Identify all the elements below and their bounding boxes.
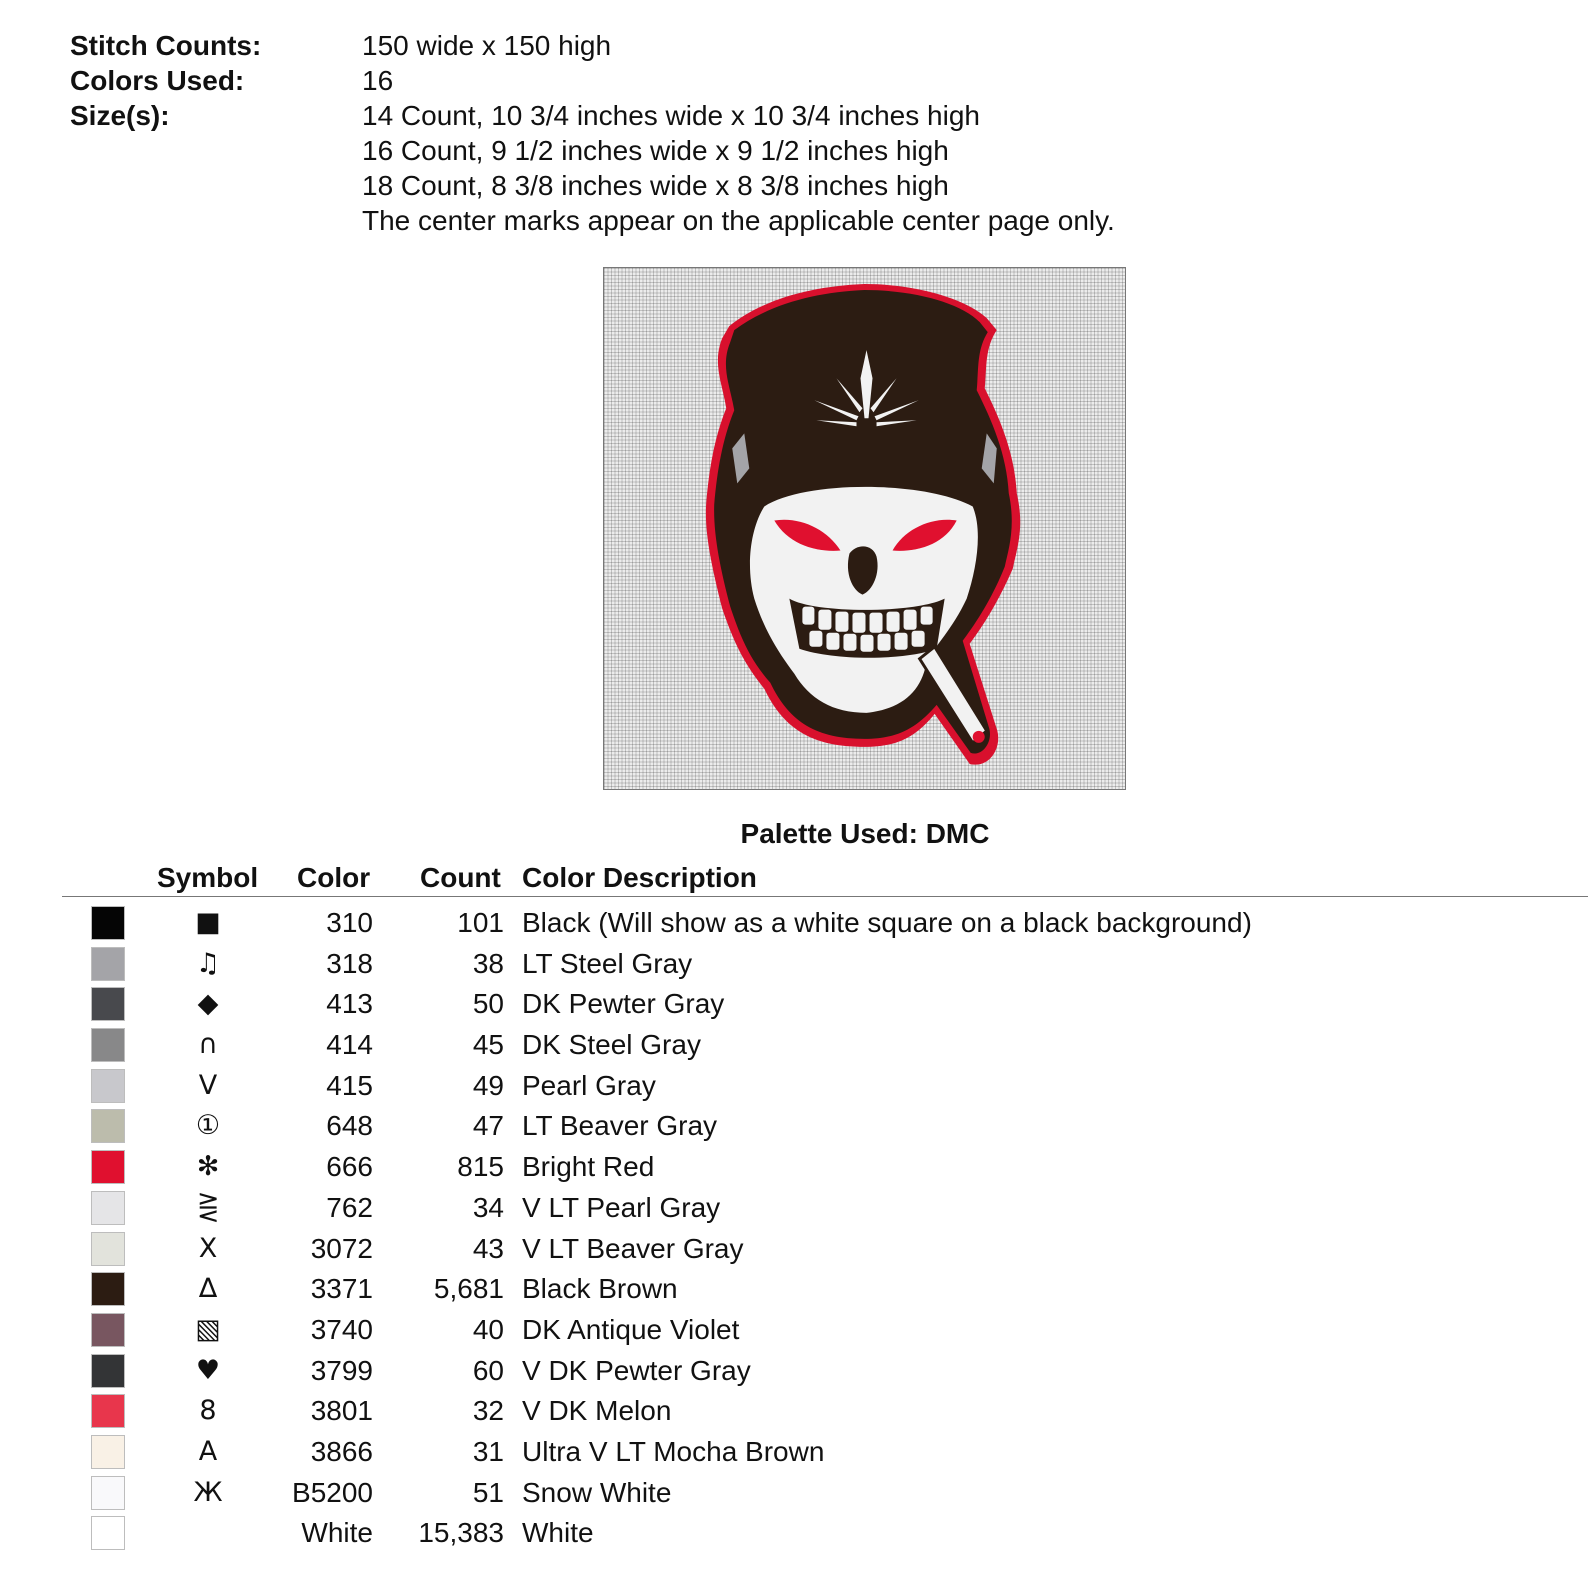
table-row: [0, 1146, 1588, 1187]
color-swatch: [91, 987, 125, 1021]
stitch-count: 45: [472, 1029, 504, 1061]
color-swatch: [91, 1232, 125, 1266]
pattern-info: [70, 28, 1115, 238]
dmc-code: 3799: [310, 1354, 373, 1386]
stitch-symbol: ①: [195, 1110, 221, 1142]
stitch-counts-row: [70, 28, 1115, 63]
size-16-count: 16 Count, 9 1/2 inches wide x 9 1/2 inches high: [362, 135, 949, 166]
color-description: LT Steel Gray: [522, 947, 693, 979]
header-count: Count: [420, 862, 501, 893]
stitch-count: 49: [472, 1069, 504, 1101]
dmc-code: 3740: [310, 1313, 373, 1345]
stitch-counts-value: 150 wide x 150 high: [362, 30, 612, 61]
color-swatch: [91, 1516, 125, 1550]
stitch-count: 40: [472, 1313, 504, 1345]
dmc-code: 3801: [310, 1395, 373, 1427]
stitch-symbol: ♥: [195, 1354, 221, 1386]
stitch-symbol: 8: [199, 1395, 217, 1427]
stitch-symbol: ◆: [197, 988, 219, 1020]
stitch-symbol: Ж: [193, 1476, 223, 1508]
table-row: [0, 983, 1588, 1024]
dmc-code: 3866: [310, 1435, 373, 1467]
stitch-count: 34: [472, 1191, 504, 1223]
dmc-code: 3072: [310, 1232, 373, 1264]
color-swatch: [91, 1069, 125, 1103]
header-symbol: Symbol: [157, 862, 259, 893]
color-description: LT Beaver Gray: [522, 1110, 718, 1142]
color-description: DK Steel Gray: [522, 1029, 701, 1061]
skull-pattern-image: [604, 268, 1125, 789]
palette-table: [0, 902, 1588, 1553]
dmc-code: White: [301, 1517, 373, 1549]
pattern-preview: [603, 267, 1126, 790]
stitch-count: 50: [472, 988, 504, 1020]
color-description: DK Pewter Gray: [522, 988, 725, 1020]
table-row: [0, 902, 1588, 943]
color-swatch: [91, 1394, 125, 1428]
color-description: V DK Pewter Gray: [522, 1354, 751, 1386]
stitch-count: 31: [472, 1435, 504, 1467]
table-row: [0, 1105, 1588, 1146]
stitch-symbol: ♫: [195, 947, 221, 979]
stitch-count: 32: [472, 1395, 504, 1427]
color-swatch: [91, 1354, 125, 1388]
stitch-count: 51: [472, 1476, 504, 1508]
color-description: V LT Pearl Gray: [522, 1191, 721, 1223]
palette-table-header: [0, 858, 1588, 896]
stitch-symbol: ■: [195, 907, 221, 938]
color-description: Pearl Gray: [522, 1069, 656, 1101]
dmc-code: B5200: [292, 1476, 373, 1508]
stitch-count: 815: [457, 1151, 504, 1183]
stitch-symbol: ∆: [198, 1273, 218, 1305]
dmc-code: 648: [326, 1110, 373, 1142]
color-swatch: [91, 1272, 125, 1306]
stitch-symbol: A: [198, 1435, 218, 1467]
table-row: [0, 1512, 1588, 1553]
header-description: Color Description: [522, 862, 757, 893]
table-row: [0, 1431, 1588, 1472]
color-swatch: [91, 1150, 125, 1184]
table-row: [0, 1268, 1588, 1309]
stitch-symbol: ∩: [198, 1029, 218, 1061]
color-description: Ultra V LT Mocha Brown: [522, 1435, 825, 1467]
stitch-symbol: ⋛: [196, 1191, 220, 1223]
stitch-count: 47: [472, 1110, 504, 1142]
color-swatch: [91, 1109, 125, 1143]
size-14-count: 14 Count, 10 3/4 inches wide x 10 3/4 inches high: [362, 100, 980, 131]
color-description: DK Antique Violet: [522, 1313, 740, 1345]
color-description: V LT Beaver Gray: [522, 1232, 744, 1264]
sizes-label: Size(s):: [70, 100, 170, 131]
table-row: [0, 943, 1588, 984]
header-divider: [62, 896, 1588, 897]
color-description: Black (Will show as a white square on a black background): [522, 907, 1252, 938]
color-description: White: [522, 1517, 594, 1549]
table-row: [0, 1187, 1588, 1228]
stitch-symbol: ✻: [196, 1151, 220, 1183]
stitch-counts-label: Stitch Counts:: [70, 30, 262, 61]
colors-used-label: Colors Used:: [70, 65, 245, 96]
table-row: [0, 1309, 1588, 1350]
palette-title: Palette Used: DMC: [740, 818, 990, 849]
dmc-code: 762: [326, 1191, 373, 1223]
stitch-count: 43: [472, 1232, 504, 1264]
color-swatch: [91, 1435, 125, 1469]
color-description: V DK Melon: [522, 1395, 672, 1427]
color-description: Bright Red: [522, 1151, 655, 1183]
color-description: Black Brown: [522, 1273, 678, 1305]
color-swatch: [91, 1028, 125, 1062]
color-swatch: [91, 1191, 125, 1225]
colors-used-value: 16: [362, 65, 394, 96]
dmc-code: 415: [326, 1069, 373, 1101]
dmc-code: 666: [326, 1151, 373, 1183]
color-swatch: [91, 906, 125, 940]
center-marks-note: The center marks appear on the applicable center page only.: [362, 205, 1115, 236]
table-row: [0, 1472, 1588, 1513]
color-swatch: [91, 1313, 125, 1347]
dmc-code: 413: [326, 988, 373, 1020]
table-row: [0, 1390, 1588, 1431]
table-row: [0, 1024, 1588, 1065]
table-row: [0, 1065, 1588, 1106]
stitch-count: 38: [472, 947, 504, 979]
color-description: Snow White: [522, 1476, 672, 1508]
color-swatch: [91, 1476, 125, 1510]
header-color: Color: [297, 862, 371, 893]
dmc-code: 310: [326, 907, 373, 938]
color-swatch: [91, 947, 125, 981]
stitch-count: 5,681: [433, 1273, 504, 1305]
stitch-count: 60: [472, 1354, 504, 1386]
stitch-symbol: V: [198, 1069, 218, 1101]
sizes-row: [70, 98, 1115, 238]
stitch-symbol: ▧: [195, 1313, 221, 1345]
size-18-count: 18 Count, 8 3/8 inches wide x 8 3/8 inches high: [362, 170, 949, 201]
dmc-code: 318: [326, 947, 373, 979]
table-row: [0, 1350, 1588, 1391]
dmc-code: 3371: [310, 1273, 373, 1305]
stitch-count: 101: [457, 907, 504, 938]
stitch-count: 15,383: [418, 1517, 504, 1549]
colors-used-row: [70, 63, 1115, 98]
table-row: [0, 1228, 1588, 1269]
stitch-symbol: X: [198, 1232, 218, 1264]
dmc-code: 414: [326, 1029, 373, 1061]
